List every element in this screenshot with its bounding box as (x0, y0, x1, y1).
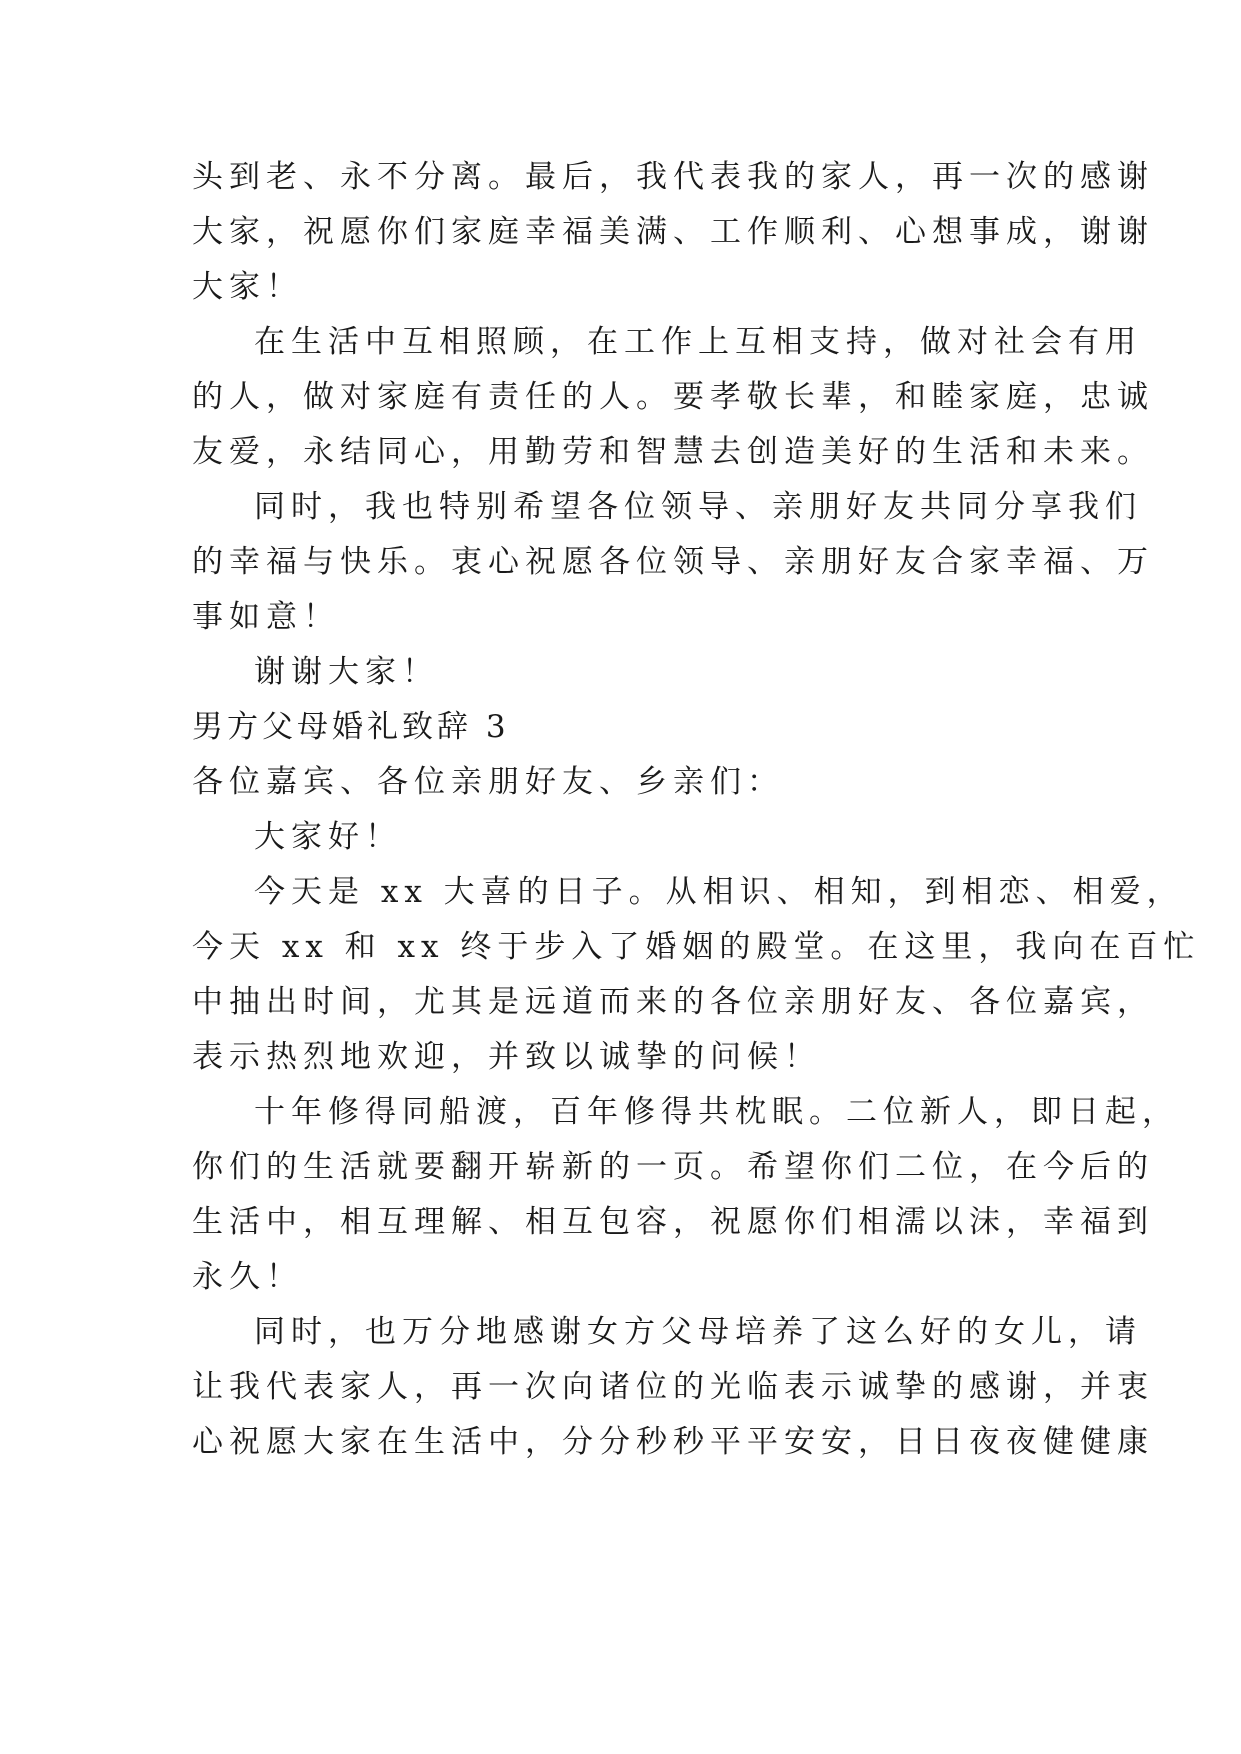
salutation: 各位嘉宾、各位亲朋好友、乡亲们： (192, 764, 784, 800)
text-line: 友爱，永结同心，用勤劳和智慧去创造美好的生活和未来。 (192, 434, 1154, 470)
text-line: 事如意！ (192, 599, 340, 635)
text-line: 大家！ (192, 269, 303, 305)
paragraph-first-line: 在生活中互相照顾，在工作上互相支持，做对社会有用 (254, 324, 1142, 360)
text-line: 中抽出时间，尤其是远道而来的各位亲朋好友、各位嘉宾， (192, 984, 1154, 1020)
paragraph-first-line: 同时，我也特别希望各位领导、亲朋好友共同分享我们 (254, 489, 1142, 525)
closing-line: 谢谢大家！ (254, 654, 439, 690)
text-line: 大家，祝愿你们家庭幸福美满、工作顺利、心想事成，谢谢 (192, 214, 1154, 250)
text-line: 你们的生活就要翻开崭新的一页。希望你们二位，在今后的 (192, 1149, 1154, 1185)
text-line: 让我代表家人，再一次向诸位的光临表示诚挚的感谢，并衷 (192, 1369, 1154, 1405)
paragraph-first-line: 今天是 xx 大喜的日子。从相识、相知，到相恋、相爱， (254, 874, 1184, 910)
text-line: 表示热烈地欢迎，并致以诚挚的问候！ (192, 1039, 821, 1075)
text-line: 头到老、永不分离。最后，我代表我的家人，再一次的感谢 (192, 159, 1154, 195)
text-line: 的人，做对家庭有责任的人。要孝敬长辈，和睦家庭，忠诚 (192, 379, 1154, 415)
paragraph-first-line: 同时，也万分地感谢女方父母培养了这么好的女儿，请 (254, 1314, 1142, 1350)
text-line: 的幸福与快乐。衷心祝愿各位领导、亲朋好友合家幸福、万 (192, 544, 1154, 580)
paragraph-first-line: 十年修得同船渡，百年修得共枕眠。二位新人，即日起， (254, 1094, 1179, 1130)
section-heading: 男方父母婚礼致辞 3 (192, 709, 510, 745)
text-line: 生活中，相互理解、相互包容，祝愿你们相濡以沫，幸福到 (192, 1204, 1154, 1240)
text-line: 今天 xx 和 xx 终于步入了婚姻的殿堂。在这里，我向在百忙 (192, 929, 1201, 965)
text-line: 永久！ (192, 1259, 303, 1295)
greeting: 大家好！ (254, 819, 402, 855)
text-line: 心祝愿大家在生活中，分分秒秒平平安安，日日夜夜健健康 (192, 1424, 1154, 1460)
